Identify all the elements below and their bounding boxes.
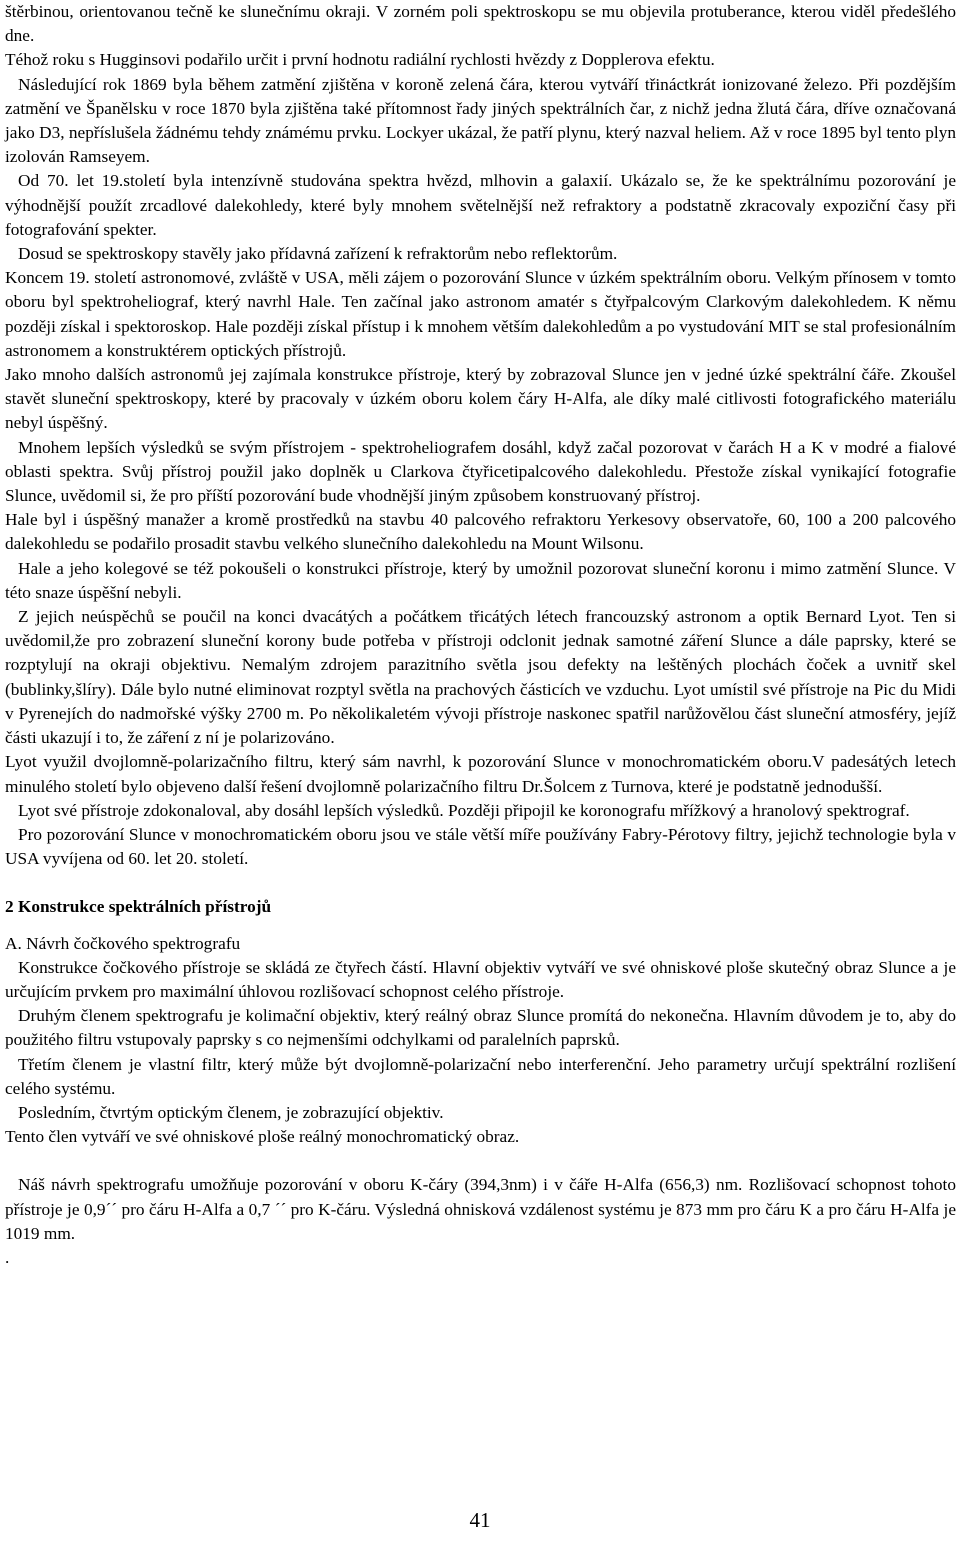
- paragraph: Pro pozorování Slunce v monochromatickém oboru jsou ve stále větší míře používány Fabry-Pérotovy filtry, jejichž technologie byla v USA vyvíjena od 60. let 20. století.: [5, 824, 956, 869]
- paragraph: Druhým členem spektrografu je kolimační objektiv, který reálný obraz Slunce promítá do nekonečna. Hlavním důvodem je to, aby do použitého filtru vstupovaly paprsky s co nejmenšími odchylkami od paralelních paprsků.: [5, 1006, 956, 1050]
- paragraph: Náš návrh spektrografu umožňuje pozorování v oboru K-čáry (394,3nm) i v čáře H-Alfa (656,3) nm. Rozlišovací schopnost tohoto přístroje je 0,9´´ pro čáru H-Alfa a 0,7 ´´ pro K-čáru. Výsledná ohnisková vzdálenost systému je 873 mm pro čáru K a pro čáru H-Alfa je 1019 mm.: [5, 1175, 956, 1243]
- paragraph: Lyot své přístroje zdokonaloval, aby dosáhl lepších výsledků. Později připojil ke koronografu mřížkový a hranolový spektrograf.: [18, 800, 910, 820]
- paragraph: štěrbinou, orientovanou tečně ke slunečnímu okraji. V zorném poli spektroskopu se mu objevila protuberance, kterou viděl předešlého dne.: [5, 2, 956, 46]
- paragraph: Mnohem lepších výsledků se svým přístrojem - spektroheliografem dosáhl, když začal pozorovat v čarách H a K v modré a fialové oblasti spektra. Svůj přístroj použil jako doplněk u Clarkova čtyřicetipalcového dalekohledu. Přestože získal vynikající fotografie Slunce, uvědomil si, že pro příští pozorování bude vhodnější jiným způsobem konstruovaný přístroj.: [5, 437, 956, 506]
- paragraph: Posledním, čtvrtým optickým členem, je zobrazující objektiv.: [18, 1102, 444, 1122]
- paragraph: Tento člen vytváří ve své ohniskové ploše reálný monochromatický obraz.: [5, 1127, 520, 1147]
- paragraph: Koncem 19. století astronomové, zvláště v USA, měli zájem o pozorování Slunce v úzkém spektrálním oboru. Velkým přínosem v tomto oboru byl spektroheliograf, který navrhl Hale. Ten začínal jako astronom amatér s čtyřpalcovým Clarkovým dalekohledem. K němu později získal i spektoroskop. Hale později získal přístup i k mnohem větším dalekohledům a po vystudování MIT se stal profesionálním astronomem a konstruktérem optických přístrojů.: [5, 268, 956, 360]
- paragraph: .: [5, 1247, 10, 1267]
- paragraph: Hale byl i úspěšný manažer a kromě prostředků na stavbu 40 palcového refraktoru Yerkesovy observatoře, 60, 100 a 200 palcového dalekohledu se podařilo prosadit stavbu velkého slunečního dalekohledu na Mount Wilsonu.: [5, 510, 956, 554]
- spacer: [5, 920, 956, 932]
- paragraph: Třetím členem je vlastní filtr, který může být dvojlomně-polarizační nebo interferenční. Jeho parametry určují spektrální rozlišení celého systému.: [5, 1054, 956, 1098]
- paragraph: Následující rok 1869 byla během zatmění zjištěna v koroně zelená čára, kterou vytváří třináctkrát ionizované železo. Při pozdějším zatmění ve Španělsku v roce 1870 byla zjištěna také přítomnost řady jiných spektrálních čar, z nichž jedna žlutá čára, dříve označovaná jako D3, nepříslušela žádnému tehdy známému prvku. Lockyer ukázal, že patří plynu, který nazval heliem. Až v roce 1895 byl tento plyn izolován Ramseyem.: [5, 74, 956, 167]
- paragraph: Lyot využil dvojlomně-polarizačního filtru, který sám navrhl, k pozorování Slunce v monochromatickém oboru.V padesátých letech minulého století bylo objeveno další řešení dvojlomně polarizačního filtru Dr.Šolcem z Turnova, které je podstatně jednodušší.: [5, 752, 956, 796]
- paragraph: Hale a jeho kolegové se též pokoušeli o konstrukci přístroje, který by umožnil pozorovat sluneční koronu i mimo zatmění Slunce. V této snaze úspěšní nebyli.: [5, 558, 956, 602]
- paragraph: Téhož roku s Hugginsovi podařilo určit i první hodnotu radiální rychlosti hvězdy z Dopplerova efektu.: [5, 50, 715, 70]
- subsection-heading: A. Návrh čočkového spektrografu: [5, 933, 241, 953]
- paragraph: Z jejich neúspěchů se poučil na konci dvacátých a počátkem třicátých létech francouzský astronom a optik Bernard Lyot. Ten si uvědomil,že pro zobrazení sluneční korony bude potřeba v přístroji odclonit jednak samotné záření Slunce a dále paprsky, které se rozptylují na okraji objektivu. Nemalým zdrojem parazitního světla jsou defekty na leštěných plochách čoček a uvnitř skel (bublinky,šlíry). Dále bylo nutné eliminovat rozptyl světla na prachových částicích ve vzduchu. Lyot umístil své přístroje na Pic du Midi v Pyrenejích do nadmořské výšky 2700 m. Po několikaletém vývoji přístroje naskonec spatřil narůžovělou část sluneční atmosféry, jejíž části ukazují i to, že záření z ní je polarizováno.: [5, 607, 956, 748]
- paragraph: Od 70. let 19.století byla intenzívně studována spektra hvězd, mlhovin a galaxií. Ukázalo se, že ke spektrálnímu pozorování je výhodnější použít zrcadlové dalekohledy, které byly mnohem světelnější než refraktory a podstatně zkracovaly expoziční časy při fotografování spekter.: [5, 171, 956, 239]
- spacer: [5, 871, 956, 895]
- paragraph: Konstrukce čočkového přístroje se skládá ze čtyřech částí. Hlavní objektiv vytváří ve své ohniskové ploše skutečný obraz Slunce a je určujícím prvkem pro maximální úhlovou rozlišovací schopnost celého přístroje.: [5, 957, 956, 1001]
- paragraph: Dosud se spektroskopy stavěly jako přídavná zařízení k refraktorům nebo reflektorům.: [18, 244, 618, 264]
- section-heading: 2 Konstrukce spektrálních přístrojů: [5, 897, 272, 917]
- page-number: 41: [469, 1508, 491, 1532]
- paragraph: Jako mnoho dalších astronomů jej zajímala konstrukce přístroje, který by zobrazoval Slunce jen v jedné úzké spektrální čáře. Zkoušel stavět sluneční spektroskopy, které by pracovaly v úzkém oboru kolem čáry H-Alfa, ale díky malé citlivosti fotografického materiálu nebyl úspěšný.: [5, 365, 956, 433]
- spacer: [5, 1149, 956, 1173]
- document-body: [5, 0, 956, 1270]
